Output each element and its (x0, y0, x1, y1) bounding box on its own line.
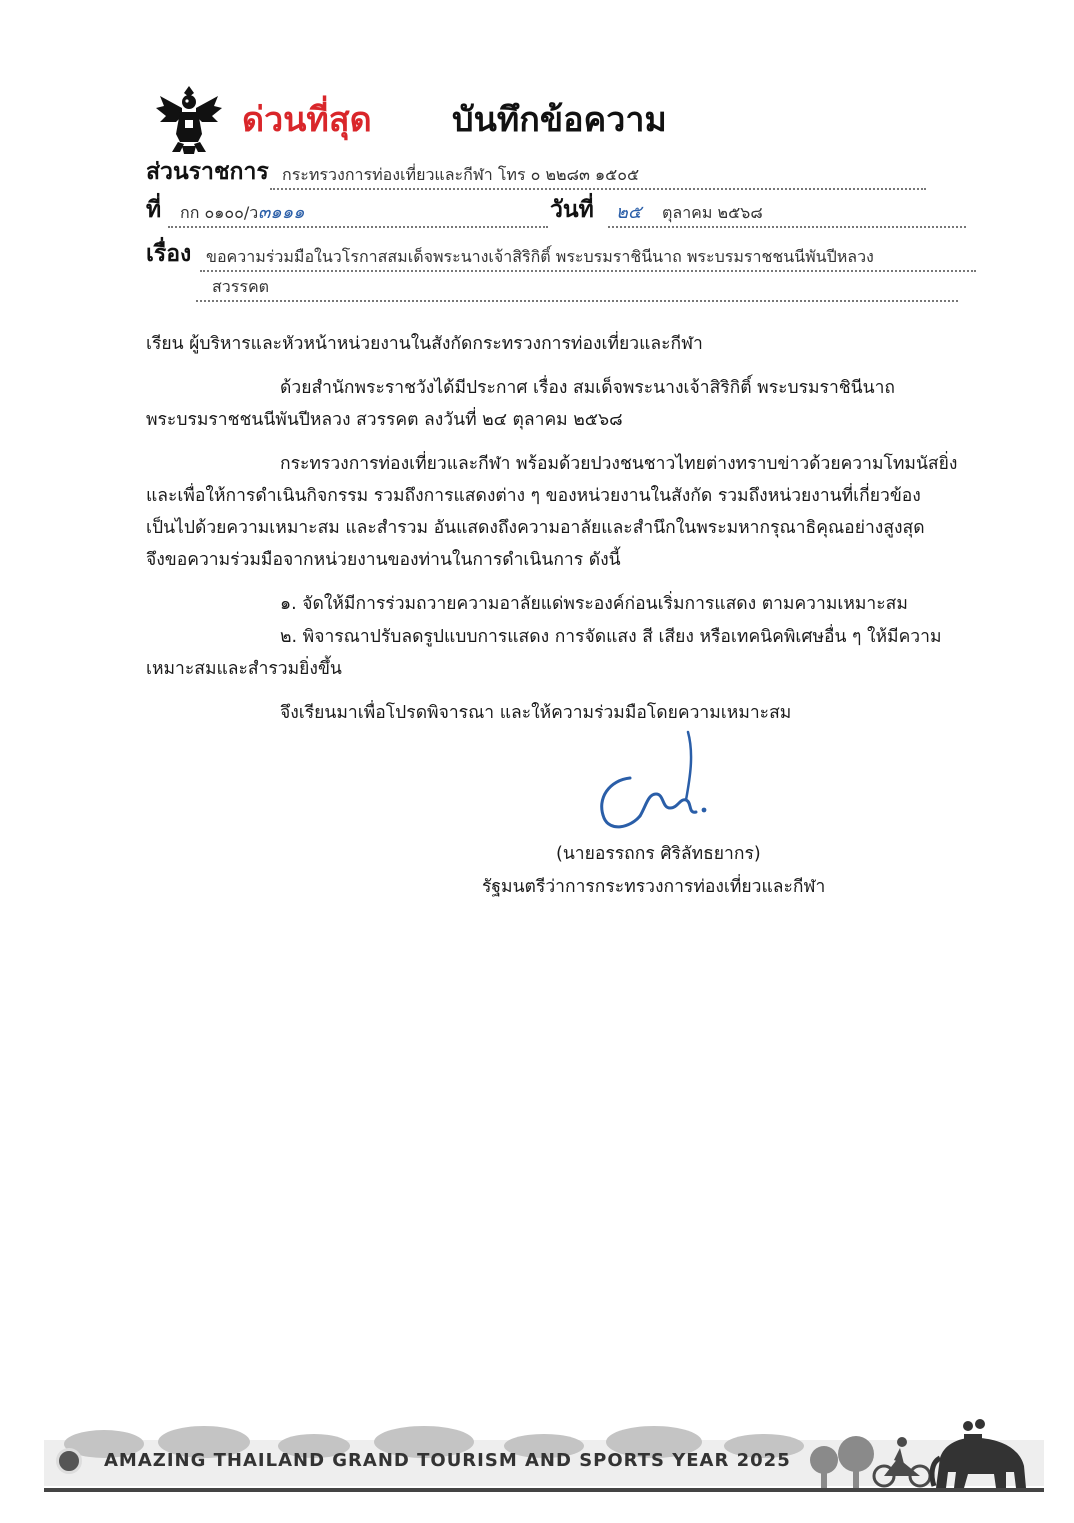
handwritten-signature (590, 728, 720, 838)
paragraph-2-line-2: และเพื่อให้การดำเนินกิจกรรม รวมถึงการแสดงต่าง ๆ ของหน่วยงานในสังกัด รวมถึงหน่วยงานที่เกี่ยวข้อง (146, 486, 921, 506)
ref-number: ๓๑๑๑ (258, 202, 305, 223)
subject-line-2: สวรรคต (212, 277, 270, 296)
signatory-name: (นายอรรถกร ศิริลัทธยากร) (556, 844, 761, 864)
list-item-2-line-2: เหมาะสมและสำรวมยิ่งขึ้น (146, 659, 342, 679)
paragraph-2-line-4: จึงขอความร่วมมือจากหน่วยงานของท่านในการดำเนินการ ดังนี้ (146, 550, 621, 570)
list-item-1: ๑. จัดให้มีการร่วมถวายความอาลัยแด่พระองค์ก่อนเริ่มการแสดง ตามความเหมาะสม (280, 594, 908, 614)
signatory-position: รัฐมนตรีว่าการกระทรวงการท่องเที่ยวและกีฬา (482, 877, 826, 897)
ref-dotted-line (168, 226, 548, 228)
document-title: บันทึกข้อความ (452, 100, 667, 140)
date-label: วันที่ (550, 197, 594, 223)
date-dotted-line (608, 226, 966, 228)
agency-dotted-line (270, 188, 926, 190)
subject-label: เรื่อง (146, 241, 192, 267)
date-month-year: ตุลาคม ๒๕๖๘ (662, 203, 763, 222)
paragraph-2-line-1: กระทรวงการท่องเที่ยวและกีฬา พร้อมด้วยปวงชนชาวไทยต่างทราบข่าวด้วยความโทมนัสยิ่ง (280, 454, 958, 474)
subject-line-1: ขอความร่วมมือในวโรกาสสมเด็จพระนางเจ้าสิริกิติ์ พระบรมราชินีนาถ พระบรมราชชนนีพันปีหลวง (206, 247, 874, 266)
ref-label: ที่ (146, 197, 162, 223)
paragraph-2-line-3: เป็นไปด้วยความเหมาะสม และสำรวม อันแสดงถึงความอาลัยและสำนึกในพระมหากรุณาธิคุณอย่างสูงสุด (146, 518, 925, 538)
salutation: เรียน ผู้บริหารและหัวหน้าหน่วยงานในสังกัดกระทรวงการท่องเที่ยวและกีฬา (146, 334, 703, 354)
paragraph-1-line-2: พระบรมราชชนนีพันปีหลวง สวรรคต ลงวันที่ ๒๔ ตุลาคม ๒๕๖๘ (146, 410, 623, 430)
ref-date-row (146, 196, 966, 232)
garuda-emblem-icon (154, 82, 224, 156)
agency-label: ส่วนราชการ (146, 159, 269, 185)
footer-slogan: AMAZING THAILAND GRAND TOURISM AND SPORTS YEAR 2025 (104, 1450, 791, 1471)
list-item-2-line-1: ๒. พิจารณาปรับลดรูปแบบการแสดง การจัดแสง สี เสียง หรือเทคนิคพิเศษอื่น ๆ ให้มีความ (280, 627, 942, 647)
subject-row-2 (146, 270, 958, 306)
urgency-stamp: ด่วนที่สุด (242, 100, 372, 140)
subject-dotted-line-2 (196, 300, 958, 302)
ref-prefix: กก ๐๑๐๐/ว (180, 203, 259, 222)
closing-line: จึงเรียนมาเพื่อโปรดพิจารณา และให้ความร่วมมือโดยความเหมาะสม (280, 703, 792, 723)
agency-row (146, 158, 926, 194)
paragraph-1-line-1: ด้วยสำนักพระราชวังได้มีประกาศ เรื่อง สมเด็จพระนางเจ้าสิริกิติ์ พระบรมราชินีนาถ (280, 378, 896, 398)
footer-logo-icon (56, 1448, 82, 1474)
agency-value: กระทรวงการท่องเที่ยวและกีฬา โทร ๐ ๒๒๘๓ ๑๕๐๕ (282, 165, 640, 184)
date-day: ๒๕ (616, 202, 642, 223)
